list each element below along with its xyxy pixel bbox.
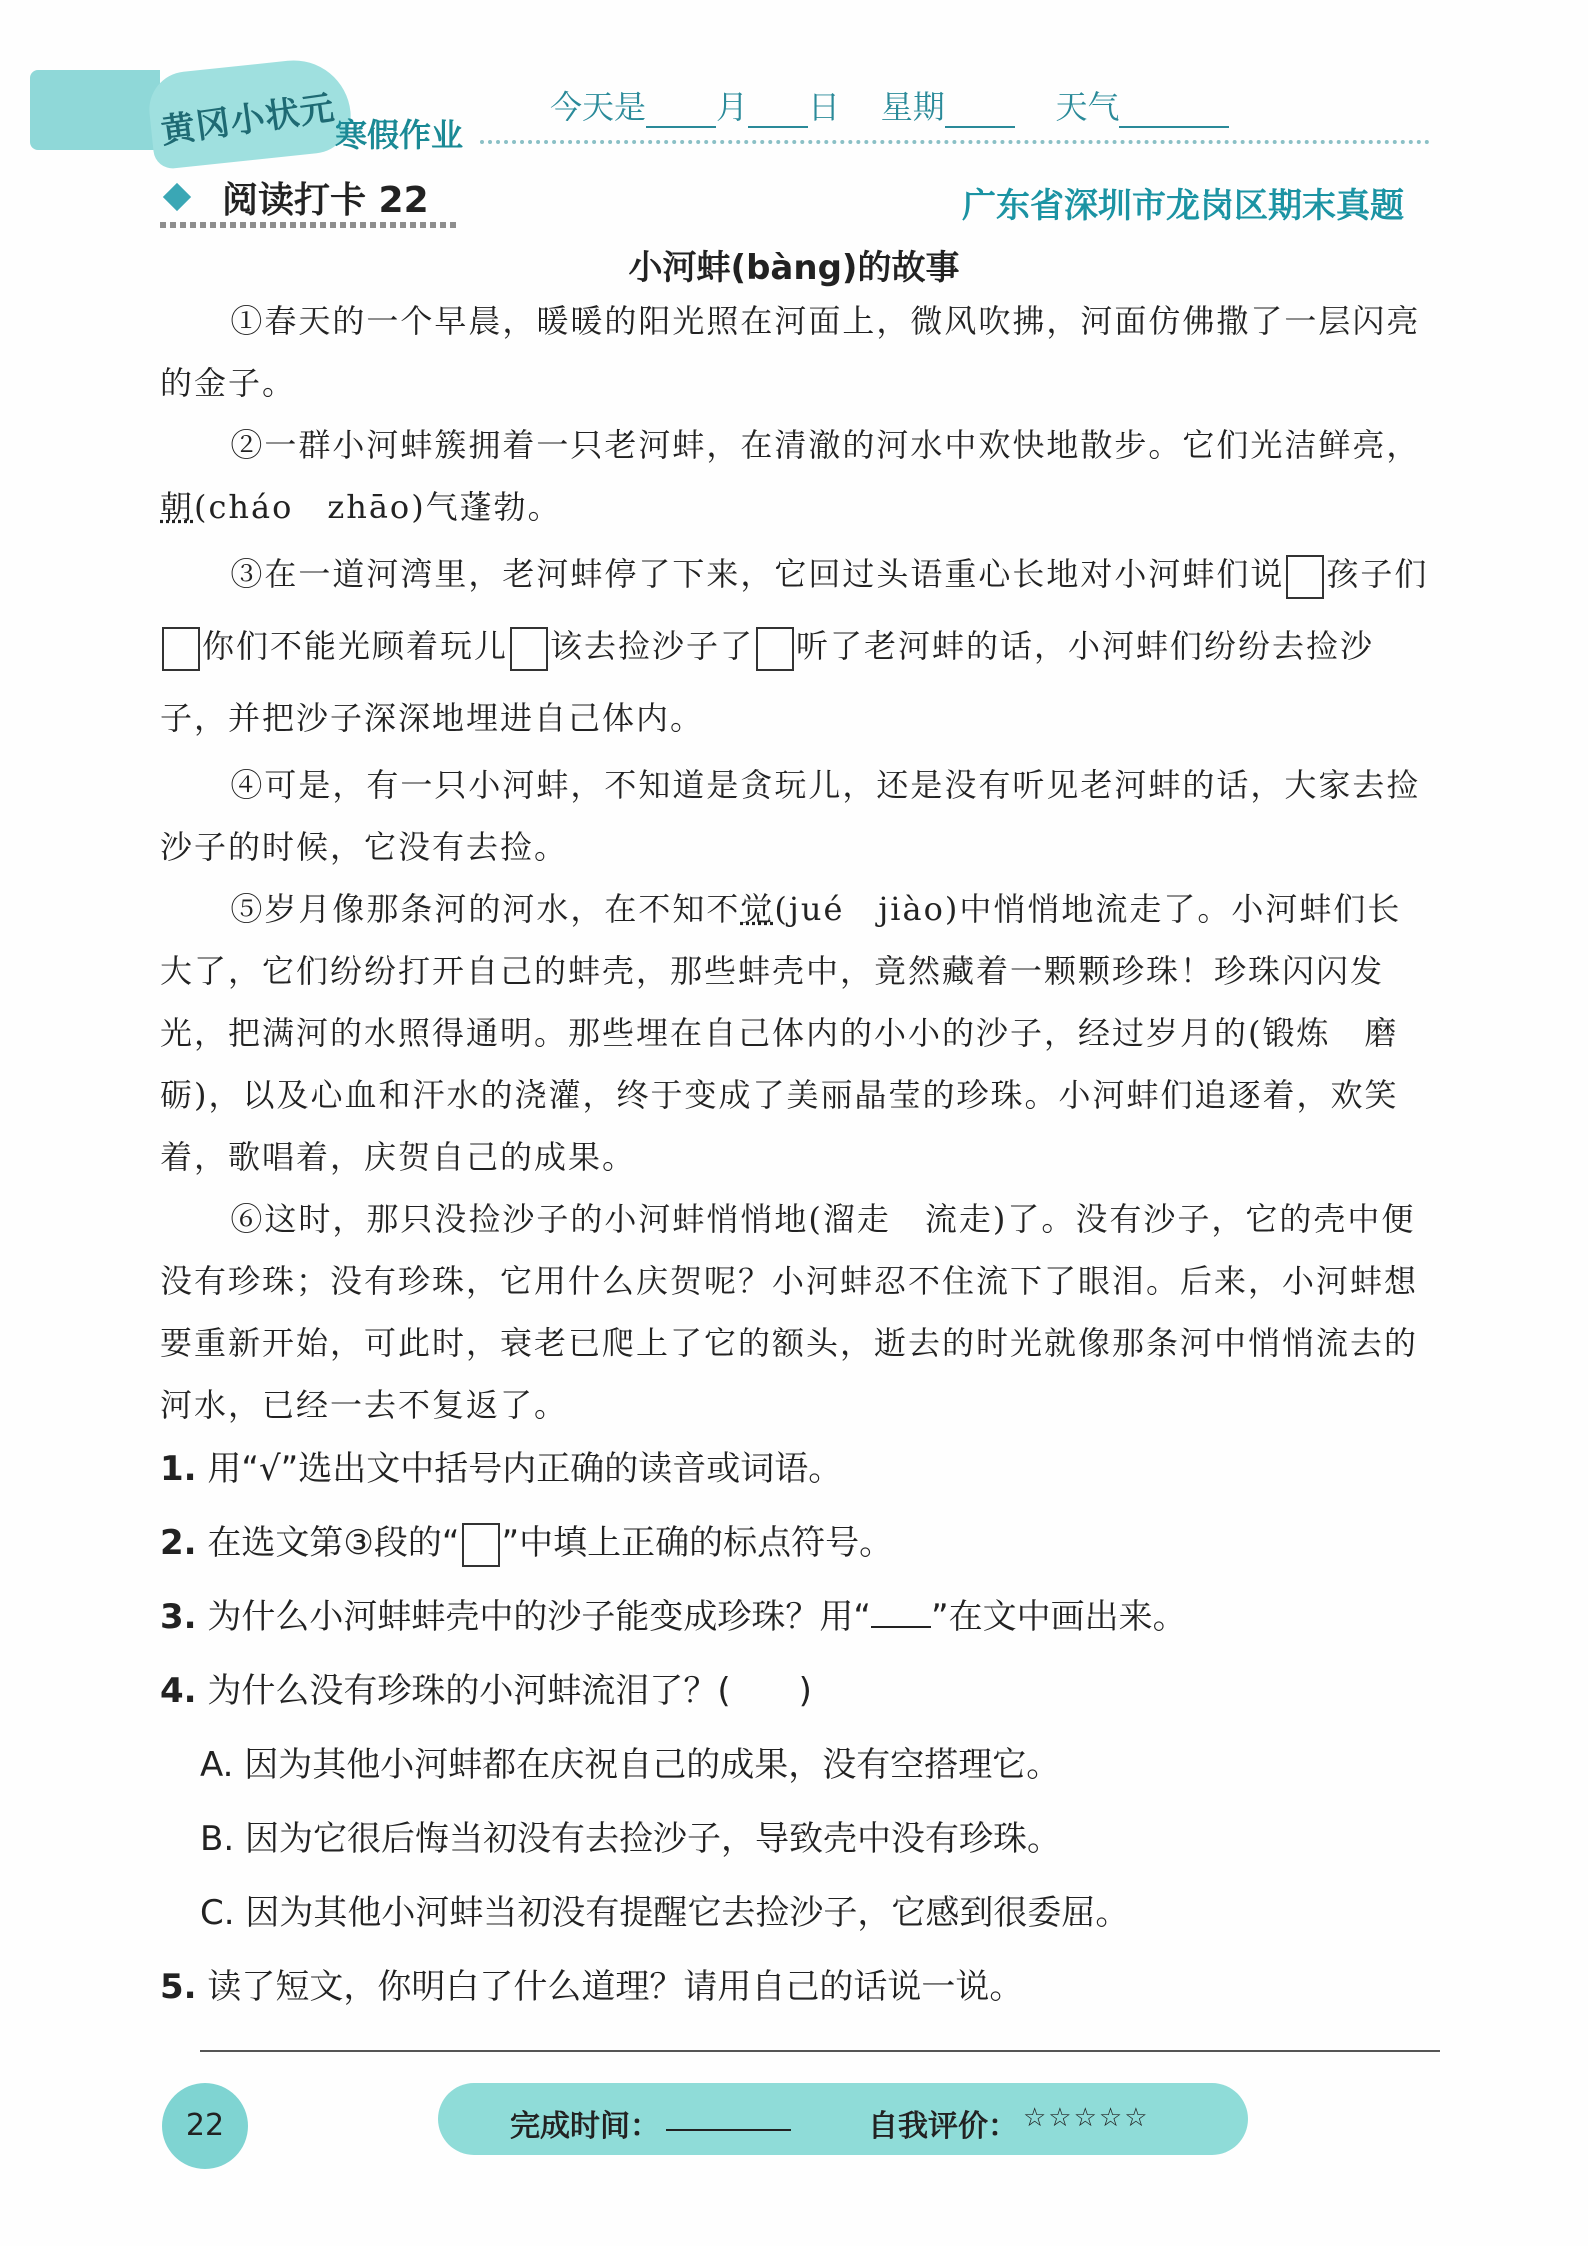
footer-bar: [438, 2083, 1248, 2155]
header-tab: [30, 70, 160, 150]
paragraph-2: ②一群小河蚌簇拥着一只老河蚌，在清澈的河水中欢快地散步。它们光洁鲜亮，朝(cháo zhāo)气蓬勃。: [160, 426, 1421, 526]
example-box: [462, 1523, 500, 1567]
dotted-char: 朝: [160, 488, 195, 526]
star-rating[interactable]: ☆☆☆☆☆: [1023, 2103, 1150, 2133]
weekday-blank[interactable]: [945, 96, 1015, 128]
day-label: 日: [808, 88, 841, 126]
source-label: 广东省深圳市龙岗区期末真题: [962, 186, 1404, 226]
time-blank[interactable]: [666, 2129, 791, 2131]
punctuation-box-3[interactable]: [510, 627, 548, 671]
option-b[interactable]: B. 因为它很后悔当初没有去捡沙子，导致壳中没有珍珠。: [200, 1819, 1061, 1859]
punctuation-box-4[interactable]: [756, 627, 794, 671]
story-title: 小河蚌(bàng)的故事: [628, 248, 960, 288]
date-prefix: 今天是: [550, 88, 647, 126]
answer-line[interactable]: [200, 2050, 1440, 2052]
weather-label: 天气: [1055, 88, 1120, 126]
eval-label: 自我评价：: [868, 2109, 1018, 2144]
questions: [160, 1432, 1435, 2024]
question-1: 1. 用“√”选出文中括号内正确的读音或词语。: [160, 1449, 843, 1489]
time-label: 完成时间：: [510, 2109, 660, 2144]
question-5: 5. 读了短文，你明白了什么道理？请用自己的话说一说。: [160, 1967, 1024, 2007]
brand-logo: 黄冈小状元: [158, 87, 338, 152]
article: [160, 290, 1435, 1436]
diamond-icon: [163, 183, 191, 211]
weather-blank[interactable]: [1119, 96, 1229, 128]
paragraph-5: ⑤岁月像那条河的河水，在不知不觉(jué jiào)中悄悄地流走了。小河蚌们长大了，它们纷纷打开自己的蚌壳，那些蚌壳中，竟然藏着一颗颗珍珠！珍珠闪闪发光，把满河的水照得通明。那些埋在自己体内的小小的沙子，经过岁月的(锻炼 磨砺)，以及心血和汗水的浇灌，终于变成了美丽晶莹的珍珠。小河蚌们追逐着，欢笑着，歌唱着，庆贺自己的成果。: [160, 890, 1402, 1176]
paragraph-4: ④可是，有一只小河蚌，不知道是贪玩儿，还是没有听见老河蚌的话，大家去捡沙子的时候，它没有去捡。: [160, 766, 1421, 866]
question-3: 3. 为什么小河蚌蚌壳中的沙子能变成珍珠？用“ ”在文中画出来。: [160, 1597, 1187, 1637]
date-row: [550, 82, 1229, 128]
header-dotted-divider: [480, 140, 1430, 144]
question-4: 4. 为什么没有珍珠的小河蚌流泪了？( ): [160, 1671, 812, 1711]
punctuation-box-1[interactable]: [1286, 555, 1324, 599]
paragraph-1: ①春天的一个早晨，暖暖的阳光照在河面上，微风吹拂，河面仿佛撒了一层闪亮的金子。: [160, 302, 1421, 402]
section-underline: [160, 222, 460, 228]
section-title: 阅读打卡 22: [222, 180, 429, 221]
option-c[interactable]: C. 因为其他小河蚌当初没有提醒它去捡沙子，它感到很委屈。: [200, 1893, 1130, 1933]
page-number: 22: [162, 2083, 248, 2169]
paragraph-3: ③在一道河湾里，老河蚌停了下来，它回过头语重心长地对小河蚌们说 孩子们你们不能光顾着玩儿 该去捡沙子了 听了老河蚌的话，小河蚌们纷纷去捡沙子，并把沙子深深地埋进自己体内。: [160, 555, 1429, 737]
weekday-label: 星期: [880, 88, 945, 126]
day-blank[interactable]: [748, 96, 808, 128]
punctuation-box-2[interactable]: [162, 627, 200, 671]
paragraph-6: ⑥这时，那只没捡沙子的小河蚌悄悄地(溜走 流走)了。没有沙子，它的壳中便没有珍珠；没有珍珠，它用什么庆贺呢？小河蚌忍不住流下了眼泪。后来，小河蚌想要重新开始，可此时，衰老已爬上了它的额头，逝去的时光就像那条河中悄悄流去的河水，已经一去不复返了。: [160, 1200, 1419, 1424]
underline-sample: [871, 1598, 931, 1628]
dotted-char: 觉: [740, 890, 775, 928]
series-label: 寒假作业: [335, 116, 464, 154]
month-label: 月: [716, 88, 749, 126]
option-a[interactable]: A. 因为其他小河蚌都在庆祝自己的成果，没有空搭理它。: [200, 1745, 1061, 1785]
question-2: 2. 在选文第③段的“ ”中填上正确的标点符号。: [160, 1506, 1435, 1580]
month-blank[interactable]: [646, 96, 716, 128]
